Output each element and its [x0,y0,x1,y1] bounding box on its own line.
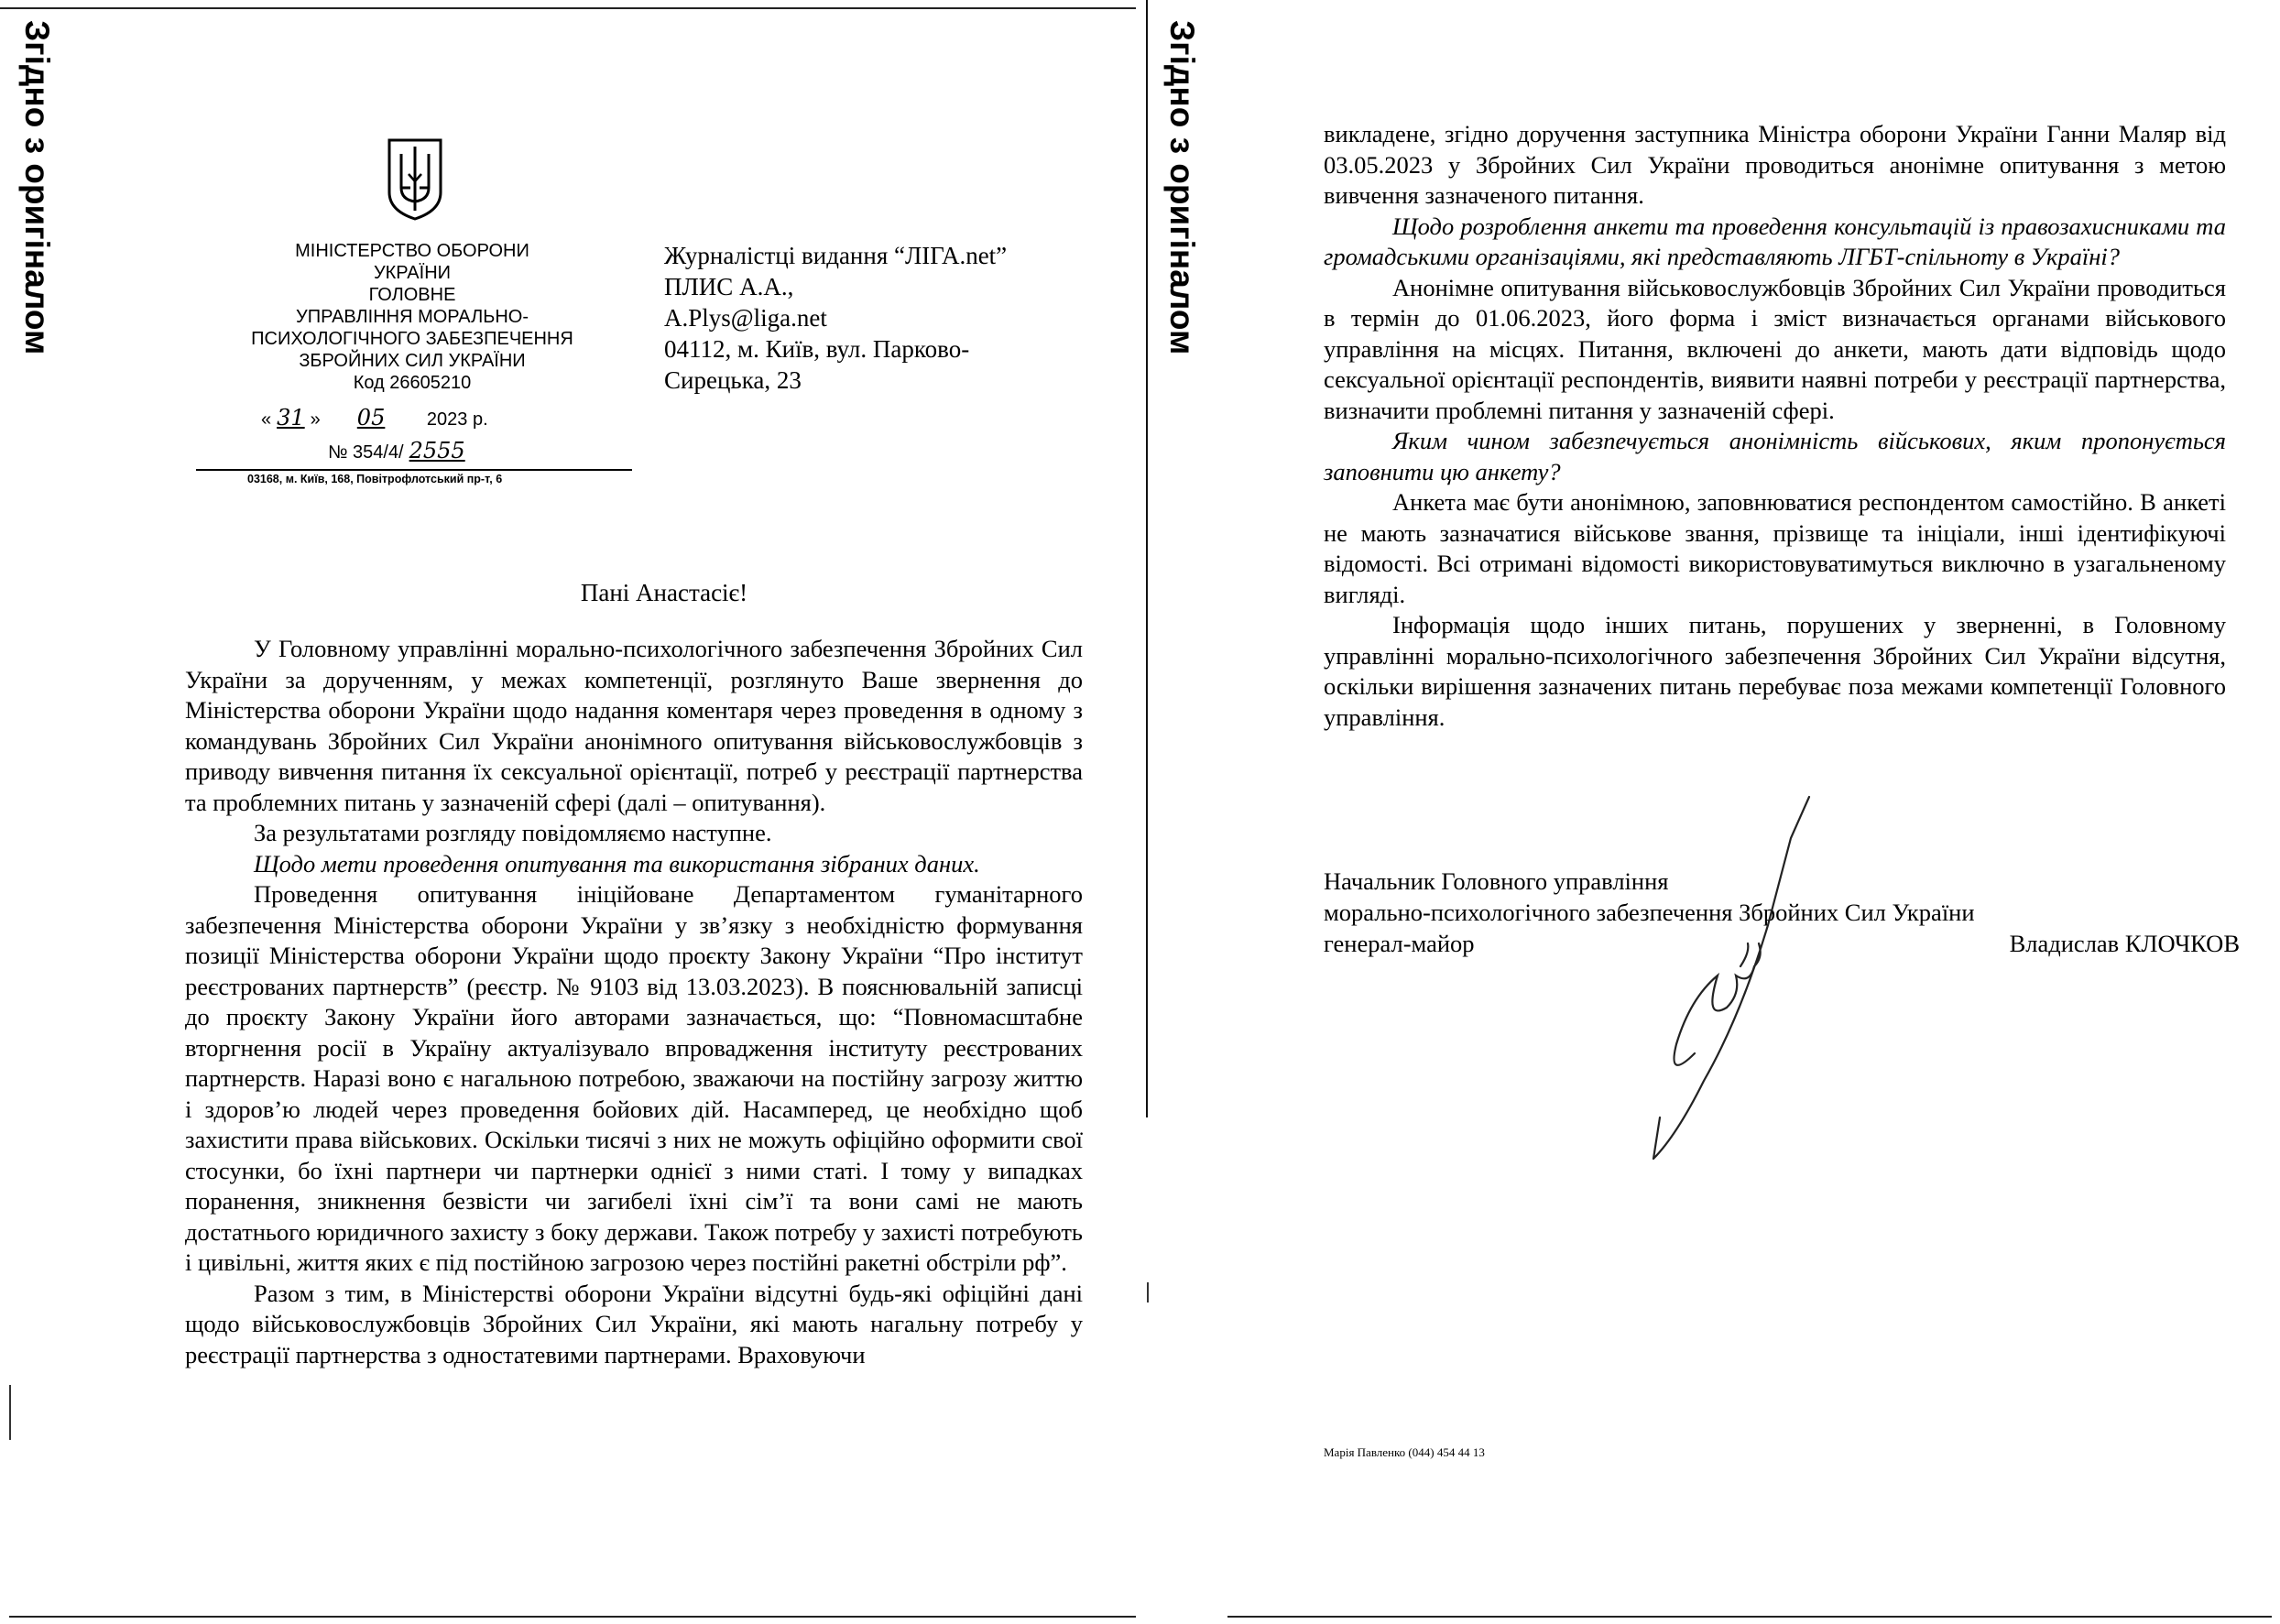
section-heading: Щодо розроблення анкети та проведення консультацій із правозахисниками та громадськими організаціями, які представляють ЛГБТ-спільноту в Україні? [1324,212,2226,270]
org-line: УПРАВЛІННЯ МОРАЛЬНО- [295,307,529,327]
letter-body-part-2 [1324,119,2226,733]
header-divider [196,469,632,471]
handwritten-signature [1603,788,1841,1172]
section-heading: Щодо мети проведення опитування та використання зібраних даних. [254,849,980,877]
paragraph: Інформація щодо інших питань, порушених у зверненні, в Головному управлінні морально-психологічного забезпечення Збройних Сил України відсутня, оскільки вирішення зазначених питань перебуває поза межами компетенції Головного управління. [1324,611,2226,731]
page-edge [9,1616,1136,1618]
letter-page-2 [1145,0,2280,1624]
letter-body-part-1 [185,634,1083,1370]
paragraph: Проведення опитування ініційоване Департаментом гуманітарного забезпечення Міністерства оборони України у зв’язку з необхідністю формування позиції Міністерства оборони України щодо проєкту Закону України “Про інститут реєстрованих партнерств” (реєстр. № 9103 від 13.03.2023). В пояснювальній записці до проєкту Закону України його авторами зазначається, що: “Повномасштабне вторгнення росії в Україну актуалізувало впровадження інституту реєстрованих партнерств. Наразі воно є нагальною потребою, зважаючи на постійну загрозу життю і здоров’ю людей через проведення бойових дій. Насамперед, це необхідно щоб захистити права військових. Оскільки тисячі з них не можуть офіційно оформити свої стосунки, бо їхні партнери чи партнерки однієї з ними статі. І тому у випадках поранення, зникнення безвісти чи загибелі їхні сім’ї та вони самі не мають достатнього юридичного захисту з боку держави. Також потребу у захисті потребують і цивільні, життя яких є під постійною загрозою через постійні ракетні обстріли рф”. [185,880,1083,1276]
greeting: Пані Анастасіє! [580,579,748,606]
paragraph: У Головному управлінні морально-психологічного забезпечення Збройних Сил України за дорученням, у межах компетенції, розглянуто Ваше звернення до Міністерства оборони України щодо надання коментаря через проведення в одному з командувань Збройних Сил України анонімного опитування військовослужбовців з приводу вивчення питання їх сексуальної орієнтації, потреб у реєстрації партнерства та проблемних питань у зазначеній сфері (далі – опитування). [185,635,1083,816]
ministry-header [229,240,595,394]
ministry-address: 03168, м. Київ, 168, Повітрофлотський пр-т, 6 [247,473,503,485]
paragraph: Анонімне опитування військовослужбовців Збройних Сил України проводиться в термін до 01.06.2023, його форма і зміст визначається органами військового управління на місцях. Питання, включені до анкети, мають дати відповідь щодо сексуальної орієнтації респондентів, виявити наявні потреби у реєстрації партнерства, визначити проблемні питання у зазначеній сфері. [1324,273,2226,424]
letter-number-handwritten: 2555 [409,438,465,463]
signer-name: Владислав КЛОЧКОВ [2009,930,2240,957]
org-line: МІНІСТЕРСТВО ОБОРОНИ [295,241,529,261]
paragraph: Разом з тим, в Міністерстві оборони України відсутні будь-які офіційні дані щодо військовослужбовців Збройних Сил України, які мають нагальну потребу у реєстрації партнерства з одностатевими партнерами. Враховуючи [185,1279,1083,1368]
org-line: ГОЛОВНЕ [368,285,456,305]
signer-title: морально-психологічного забезпечення Збройних Сил України [1324,899,1975,926]
signer-title: Начальник Головного управління [1324,867,1669,895]
letter-number: № 354/4/ 2555 [328,438,471,463]
recipient-line: Журналістці видання “ЛІГА.net” [664,242,1008,269]
scan-mark [9,1385,11,1440]
paragraph: Анкета має бути анонімною, заповнюватися респондентом самостійно. В анкеті не мають зазначатися військове звання, прізвище та ініціали, інші ідентифікуючі відомості. Всі отримані відомості використовуватимуться виключно в узагальненому вигляді. [1324,488,2226,608]
org-line: ЗБРОЙНИХ СИЛ УКРАЇНИ [299,351,526,371]
paragraph: викладене, згідно доручення заступника Міністра оборони України Ганни Маляр від 03.05.2023 у Збройних Сил України проводиться анонімне опитування з метою вивчення зазначеного питання. [1324,120,2226,209]
scan-mark [1147,1282,1149,1302]
page-edge [1227,1616,2272,1618]
org-line: ПСИХОЛОГІЧНОГО ЗАБЕЗПЕЧЕННЯ [251,329,573,349]
org-line: УКРАЇНИ [373,263,452,283]
org-code: Код 26605210 [353,373,472,393]
recipient-name: ПЛИС А.А., [664,273,794,300]
date-day: 31 [277,405,305,431]
certified-copy-stamp: Згідно з оригіналом [1163,20,1201,355]
coat-of-arms-icon [385,137,445,222]
certified-copy-stamp: Згідно з оригіналом [18,20,56,355]
section-heading: Яким чином забезпечується анонімність військових, яким пропонується заповнити цю анкету? [1324,427,2226,485]
recipient-email: A.Plys@liga.net [664,304,827,332]
date-month: 05 [356,405,386,431]
page-divider [1146,0,1148,1117]
paragraph: За результатами розгляду повідомляємо наступне. [254,819,772,846]
page-edge [0,7,1136,9]
signer-rank: генерал-майор [1324,930,1475,957]
letter-date: « 31 » 05 2023 р. [261,405,488,431]
date-year: 2023 р. [426,409,488,430]
recipient-address: Сирецька, 23 [664,366,802,394]
recipient-block [664,240,1058,396]
recipient-address: 04112, м. Київ, вул. Парково- [664,335,970,363]
executor-contact: Марія Павленко (044) 454 44 13 [1324,1445,1485,1459]
